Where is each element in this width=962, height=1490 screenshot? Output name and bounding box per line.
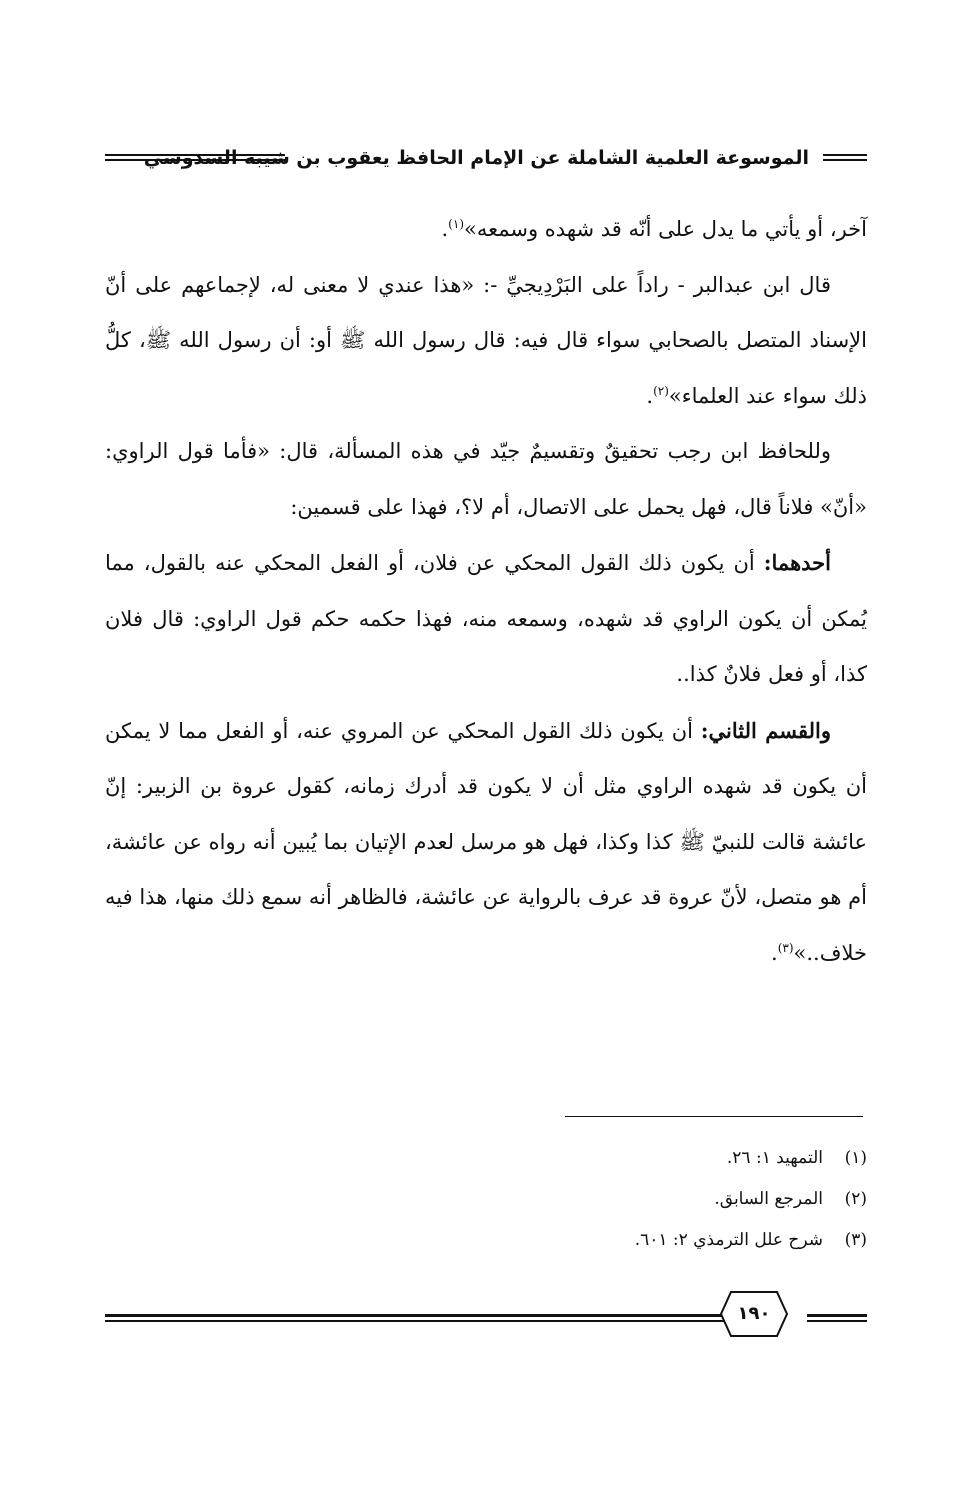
paragraph-3-text: وللحافظ ابن رجب تحقيقٌ وتقسيمٌ جيّد في هذه المسألة، قال: «فأما قول الراوي: «أنّ» فلاناً قال، فهل يحمل على الاتصال، أم لا؟، فهذا على قسمين:	[105, 439, 867, 519]
page-number-badge	[719, 1290, 789, 1338]
header-title: الموسوعة العلمية الشاملة عن الإمام الحافظ يعقوب بن شيبة السدوسي	[136, 138, 817, 178]
paragraph-1-tail: .	[441, 217, 449, 241]
footnote-1	[105, 1138, 867, 1179]
paragraph-2-text: قال ابن عبدالبر - راداً على البَرْدِيجيِّ -: «هذا عندي لا معنى له، لإجماعهم على أنّ الإسناد المتصل بالصحابي سواء قال فيه: قال رسول الله ﷺ أو: أن رسول الله ﷺ، كلُّ ذلك سواء عند العلماء»	[105, 272, 867, 408]
paragraph-5-lead: والقسم الثاني:	[700, 717, 831, 743]
header-rule-left	[105, 154, 285, 161]
paragraph-4-text: أن يكون ذلك القول المحكي عن فلان، أو الفعل المحكي عنه بالقول، مما يُمكن أن يكون الراوي قد شهده، وسمعه منه، فهذا حكمه حكم قول الراوي: قال فلان كذا، أو فعل فلانٌ كذا..	[105, 551, 867, 686]
footnote-text: التمهيد ١: ٢٦.	[726, 1148, 823, 1168]
main-text	[105, 202, 867, 981]
paragraph-2-tail: .	[646, 383, 654, 408]
footnote-number: (٣)	[844, 1230, 867, 1250]
footnote-number: (٢)	[844, 1189, 867, 1209]
footnote-divider	[565, 1116, 863, 1117]
paragraph-4	[105, 535, 867, 703]
paragraph-2	[105, 258, 867, 425]
footer-rule-right	[807, 1314, 867, 1322]
paragraph-1-text: آخر، أو يأتي ما يدل على أنّه قد شهده وسمعه»	[464, 217, 867, 241]
paragraph-4-lead: أحدهما:	[763, 550, 831, 575]
page-footer	[105, 1290, 867, 1350]
paragraph-5-text: أن يكون ذلك القول المحكي عن المروي عنه، أو الفعل مما لا يمكن أن يكون قد شهده الراوي مثل أن لا يكون قد أدرك زمانه، كقول عروة بن الزبير: إنّ عائشة قالت للنبيّ ﷺ كذا وكذا، فهل هو مرسل لعدم الإتيان بما يُبين أنه رواه عن عائشة، أم هو متصل، لأنّ عروة قد عرف بالرواية عن عائشة، فالظاهر أنه سمع ذلك منها، هذا فيه خلاف..»	[105, 718, 867, 965]
footnote-3	[105, 1220, 867, 1261]
paragraph-1	[105, 202, 867, 258]
footnote-ref-3: (٣)	[777, 940, 794, 955]
footnotes	[105, 1138, 867, 1261]
footnote-ref-1: (١)	[448, 217, 464, 231]
footer-rule-left	[105, 1314, 725, 1322]
running-header	[105, 138, 867, 178]
paragraph-5	[105, 703, 867, 982]
footnote-text: المرجع السابق.	[714, 1189, 823, 1209]
footnote-number: (١)	[844, 1148, 867, 1168]
header-rule-right	[823, 154, 867, 161]
footnote-text: شرح علل الترمذي ٢: ٦٠١.	[634, 1230, 823, 1250]
page-number: ١٩٠	[737, 1303, 771, 1324]
footnote-2	[105, 1179, 867, 1220]
paragraph-3	[105, 424, 867, 535]
paragraph-5-tail: .	[771, 940, 778, 965]
footnote-ref-2: (٢)	[653, 383, 669, 398]
